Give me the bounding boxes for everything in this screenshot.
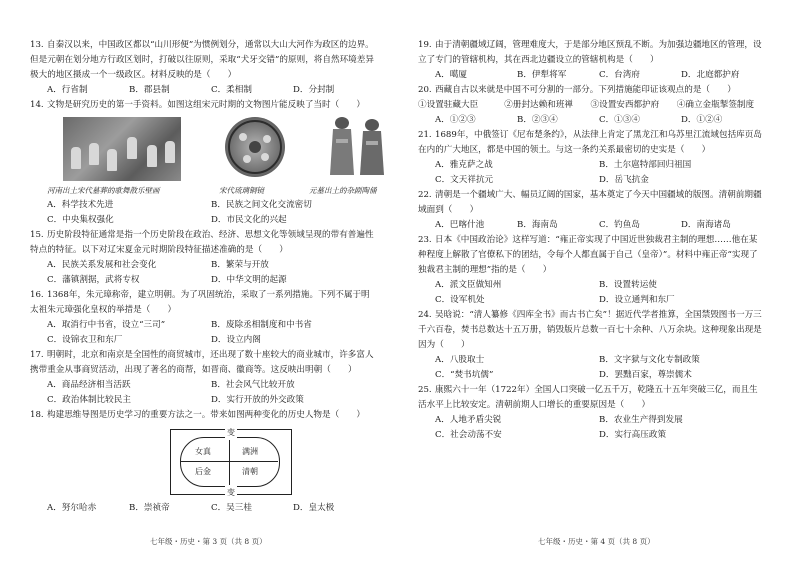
mind-map-diagram bbox=[30, 425, 375, 499]
diagram-bottom-label: 变 bbox=[225, 485, 237, 500]
question-17 bbox=[30, 348, 375, 408]
option-b: B．崇祯帝 bbox=[129, 503, 170, 513]
option-d: D．设立通判和东厂 bbox=[599, 295, 675, 305]
option-a: A．①②③ bbox=[435, 115, 476, 125]
option-c: C．设锦衣卫和东厂 bbox=[47, 335, 123, 345]
option-c: C．社会动荡不安 bbox=[435, 430, 502, 440]
question-21 bbox=[418, 128, 763, 188]
option-c: C．文天祥抗元 bbox=[435, 175, 494, 185]
question-13 bbox=[30, 38, 375, 98]
question-number: 20. bbox=[418, 85, 432, 95]
option-c: C．藩镇割据，武将专权 bbox=[47, 275, 140, 285]
option-a: A．巴喀什池 bbox=[435, 220, 485, 230]
question-20 bbox=[418, 83, 763, 128]
option-a: A．科学技术先进 bbox=[47, 200, 114, 210]
option-c: C．设军机处 bbox=[435, 295, 485, 305]
option-a: A．商品经济相当活跃 bbox=[47, 380, 131, 390]
option-d: D．①②④ bbox=[681, 115, 723, 125]
mural-image bbox=[63, 117, 181, 181]
question-14 bbox=[30, 98, 375, 228]
option-b: B．设置转运使 bbox=[599, 280, 657, 290]
option-a: A．人地矛盾尖锐 bbox=[435, 415, 502, 425]
option-b: B．郡县制 bbox=[129, 85, 170, 95]
option-a: A．噶厦 bbox=[435, 70, 467, 80]
question-stem: 由于清朝疆域辽阔，管理难度大，于是部分地区预乱不断。为加强边疆地区的管理，设立了专门的管辖机构，其在西北边疆设立的管辖机构是（ ） bbox=[418, 40, 762, 65]
option-c: C．台湾府 bbox=[599, 70, 640, 80]
question-stem: 文物是研究历史的第一手资料。如图这组宋元时期的文物图片能反映了当时（ ） bbox=[47, 100, 365, 110]
option-b: B．海南岛 bbox=[517, 220, 558, 230]
question-15 bbox=[30, 228, 375, 288]
option-d: D．实行高压政策 bbox=[599, 430, 667, 440]
caption-figurine: 元墓出土的杂剧陶俑 bbox=[309, 186, 377, 195]
question-stem: 吴晗说：“清人纂修《四库全书》而古书亡矣”！据近代学者推算，全国禁毁图书一万三千六百卷，焚书总数达十五万册，销毁版片总数一百七十余种、八万余块。这种现象出现是因为（ ） bbox=[418, 310, 762, 350]
question-stem: 构建思维导图是历史学习的重要方法之一。带来如图两种变化的历史人物是（ ） bbox=[47, 410, 365, 420]
option-a: A．八股取士 bbox=[435, 355, 485, 365]
option-a: A．努尔哈赤 bbox=[47, 503, 97, 513]
option-a: A．派文臣做知州 bbox=[435, 280, 502, 290]
question-stem: 历史阶段特征通常是指一个历史阶段在政治、经济、思想文化等领域呈现的带有普遍性特点的特征。以下对辽宋夏金元时期阶段特征描述准确的是（ ） bbox=[30, 230, 374, 255]
option-b: B．文字狱与文化专制政策 bbox=[599, 355, 700, 365]
statement-1: ①设置驻藏大臣 bbox=[418, 100, 479, 110]
question-24 bbox=[418, 308, 763, 383]
option-d: D．设立内阁 bbox=[211, 335, 261, 345]
statement-4: ④确立金瓶掣签制度 bbox=[676, 100, 755, 110]
question-number: 17. bbox=[30, 350, 44, 360]
left-column bbox=[30, 38, 375, 516]
option-a: A．取消行中书省，设立“三司” bbox=[47, 320, 166, 330]
question-23 bbox=[418, 233, 763, 308]
option-c: C．吴三桂 bbox=[211, 503, 252, 513]
option-a: A．民族关系发展和社会变化 bbox=[47, 260, 157, 270]
question-22 bbox=[418, 188, 763, 233]
question-stem: 1368年，朱元璋称帝，建立明朝。为了巩固统治，采取了一系列措施。下列不属于明太祖朱元璋强化皇权的举措是（ ） bbox=[30, 290, 370, 315]
statement-3: ③设置安西都护府 bbox=[590, 100, 660, 110]
option-c: C．“焚书坑儒” bbox=[435, 370, 494, 380]
option-c: C．柔相制 bbox=[211, 85, 252, 95]
left-page-footer: 七年级・历史・第 3 页（共 8 页） bbox=[150, 537, 267, 546]
question-16 bbox=[30, 288, 375, 348]
option-c: C．钓鱼岛 bbox=[599, 220, 640, 230]
option-b: B．农业生产得到发展 bbox=[599, 415, 683, 425]
option-d: D．中华文明的起源 bbox=[211, 275, 287, 285]
question-25 bbox=[418, 383, 763, 443]
question-number: 25. bbox=[418, 385, 432, 395]
question-stem: 西藏自古以来就是中国不可分割的一部分。下列措施能印证该观点的是（ ） bbox=[435, 85, 736, 95]
option-b: B．伊犁将军 bbox=[517, 70, 567, 80]
option-c: C．政治体制比较民主 bbox=[47, 395, 131, 405]
caption-mural: 河南出土宋代墓葬的歌舞散乐壁画 bbox=[47, 186, 160, 195]
question-number: 24. bbox=[418, 310, 432, 320]
question-stem: 清朝是一个疆域广大、幅员辽阔的国家，基本奠定了今天中国疆域的版图。清朝前期疆域面到（ ） bbox=[418, 190, 762, 215]
option-b: B．土尔扈特部回归祖国 bbox=[599, 160, 692, 170]
question-stem: 1689年，中俄签订《尼布楚条约》，从法律上肯定了黑龙江和乌苏里江流域包括库页岛在内的广大地区，都是中国的领土。与这一条约关系最密切的史实是（ ） bbox=[418, 130, 762, 155]
option-b: B．废除丞相制度和中书省 bbox=[211, 320, 312, 330]
option-a: A．雅克萨之战 bbox=[435, 160, 493, 170]
option-c: C．①③④ bbox=[599, 115, 640, 125]
option-d: D．罢黜百家，尊崇儒术 bbox=[599, 370, 692, 380]
option-d: D．分封制 bbox=[293, 85, 335, 95]
question-number: 16. bbox=[30, 290, 44, 300]
question-number: 22. bbox=[418, 190, 432, 200]
option-d: D．岳飞抗金 bbox=[599, 175, 649, 185]
option-b: B．社会风气比较开放 bbox=[211, 380, 295, 390]
question-stem: 康熙六十一年（1722年）全国人口突破一亿五千万，乾隆五十五年突破三亿，而且生活水平上比较安定。清朝前期人口增长的重要原因是（ ） bbox=[418, 385, 758, 410]
question-number: 19. bbox=[418, 40, 432, 50]
question-number: 15. bbox=[30, 230, 44, 240]
question-number: 13. bbox=[30, 40, 44, 50]
figurine-image bbox=[322, 115, 392, 181]
bronze-mirror-image bbox=[225, 117, 285, 177]
option-d: D．实行开放的外交政策 bbox=[211, 395, 304, 405]
diagram-left: 后金 bbox=[195, 467, 211, 476]
option-b: B．民族之间文化交流密切 bbox=[211, 200, 312, 210]
option-d: D．市民文化的兴起 bbox=[211, 215, 287, 225]
diagram-upper-right: 满洲 bbox=[242, 447, 258, 456]
option-b: B．繁荣与开放 bbox=[211, 260, 269, 270]
option-d: D．北庭都护府 bbox=[681, 70, 740, 80]
question-number: 18. bbox=[30, 410, 44, 420]
artifact-images bbox=[47, 115, 375, 197]
option-d: D．皇太极 bbox=[293, 503, 335, 513]
diagram-upper-left: 女真 bbox=[195, 447, 211, 456]
option-c: C．中央集权强化 bbox=[47, 215, 114, 225]
question-number: 21. bbox=[418, 130, 432, 140]
question-stem: 自秦汉以来，中国政区都以“山川形便”为惯例划分，通常以大山大河作为政区的边界。但是元朝在划分地方行政区划时，打破以往原则，采取“犬牙交错”的原则，将自然环境差异极大的地区摄成一个一级政区。材料反映的是（ ） bbox=[30, 40, 374, 80]
right-column bbox=[418, 38, 763, 443]
question-number: 23. bbox=[418, 235, 432, 245]
right-page-footer: 七年级・历史・第 4 页（共 8 页） bbox=[538, 537, 655, 546]
option-a: A．行省制 bbox=[47, 85, 88, 95]
question-number: 14. bbox=[30, 100, 44, 110]
option-b: B．②③④ bbox=[517, 115, 558, 125]
question-19 bbox=[418, 38, 763, 83]
option-d: D．南海诸岛 bbox=[681, 220, 731, 230]
caption-mirror: 宋代琉璃铜镜 bbox=[219, 186, 264, 195]
diagram-right: 清朝 bbox=[242, 467, 258, 476]
question-18 bbox=[30, 408, 375, 516]
statement-2: ②册封达赖和班禅 bbox=[504, 100, 574, 110]
question-stem: 明朝时，北京和南京是全国性的商贸城市，还出现了数十座较大的商业城市，许多富人携带重金从事商贸活动，出现了著名的商帮，如晋商、徽商等。这反映出明朝（ ） bbox=[30, 350, 374, 375]
diagram-top-label: 变 bbox=[225, 425, 237, 440]
question-stem: 日本《中国政治论》这样写道：“雍正帝实现了中国近世独裁君主制的理想……他在某种程度上解散了官僚私下的团结，令每个人都直属于自己（皇帝）”。材料中雍正帝“实现了独裁君主制的理想”指的是（ ） bbox=[418, 235, 758, 275]
